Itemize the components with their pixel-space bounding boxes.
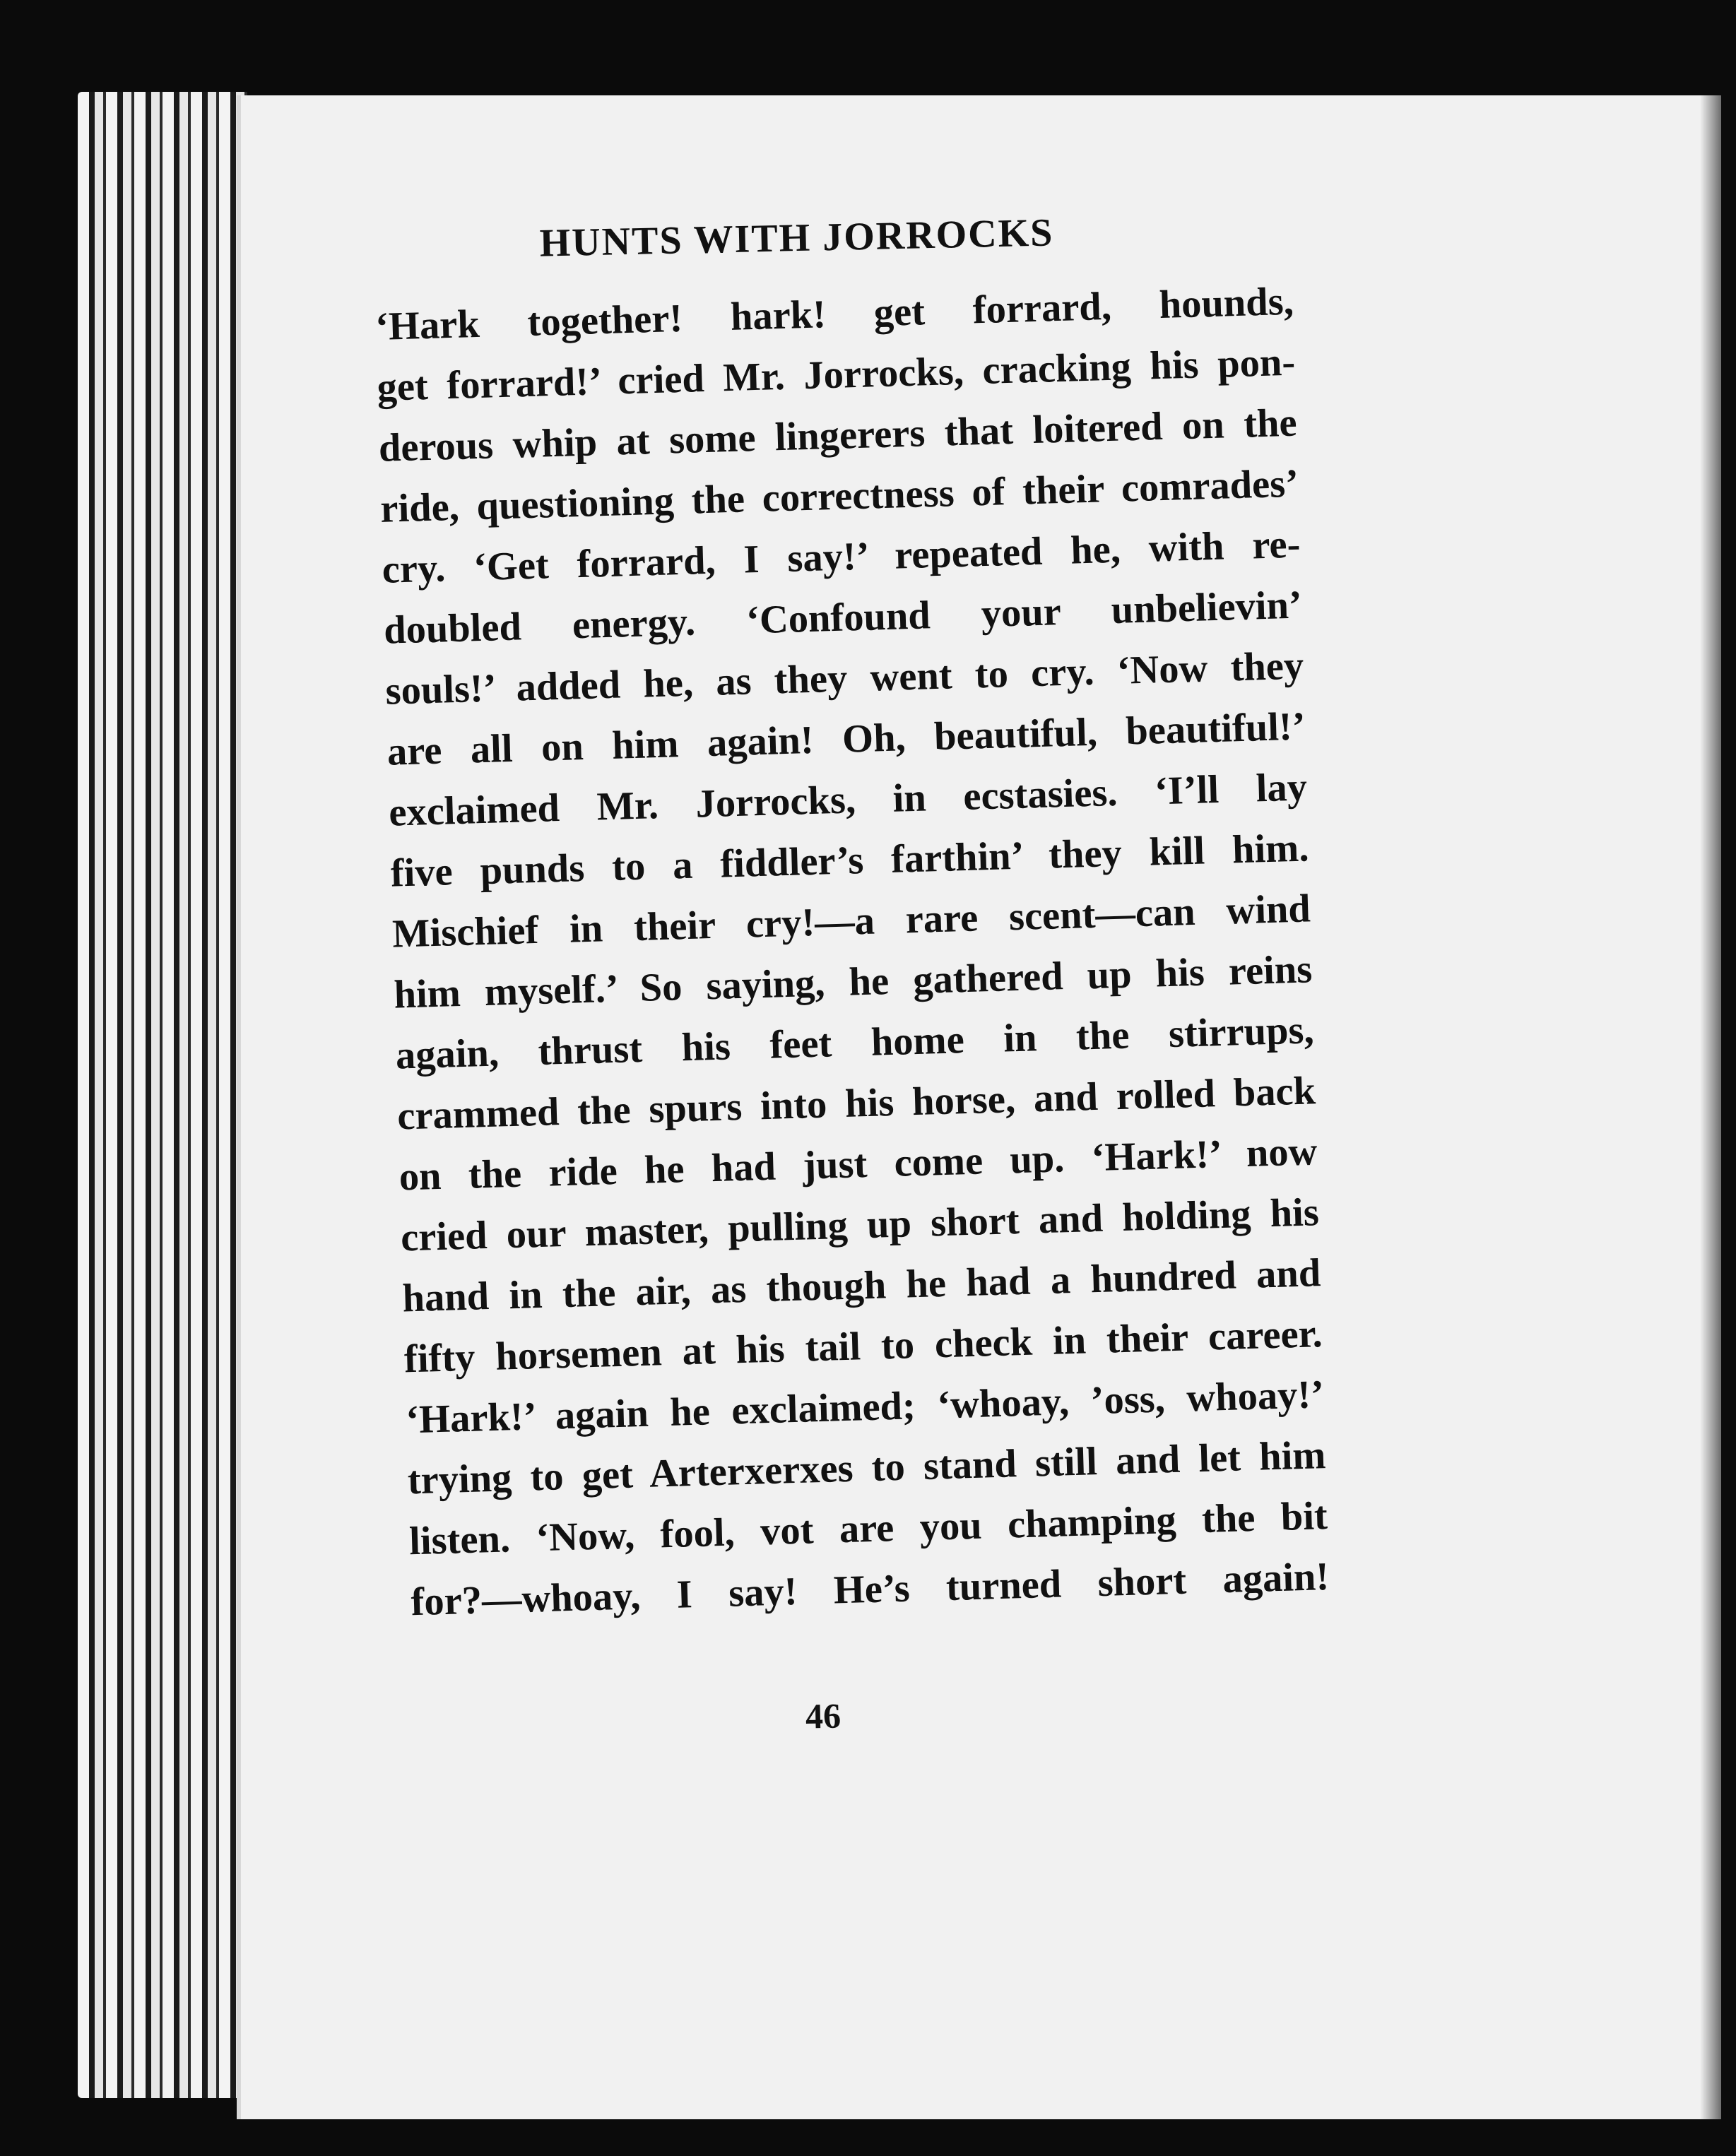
text-line: cried our master, pulling up short and holding his (400, 1190, 1320, 1260)
running-head: HUNTS WITH JORROCKS (539, 211, 1054, 266)
text-line: cry. ‘Get forrard, I say!’ repeated he, with re- (381, 522, 1301, 592)
text-line: ‘Hark!’ again he exclaimed; ‘whoay, ’oss, whoay!’ (405, 1373, 1325, 1443)
text-line: for?—whoay, I say! He’s turned short again! (410, 1554, 1330, 1625)
text-line: Mischief in their cry!—a rare scent—can wind (391, 887, 1311, 956)
text-line: crammed the spurs into his horse, and rolled back (396, 1069, 1316, 1139)
text-line: fifty horsemen at his tail to check in their career. (403, 1312, 1323, 1382)
text-line: doubled energy. ‘Confound your unbelievin’ (383, 583, 1303, 653)
text-line: hand in the air, as though he had a hundred and (401, 1251, 1321, 1321)
book-page-edges (78, 92, 247, 2098)
text-line: trying to get Arterxerxes to stand still and let him (406, 1433, 1327, 1503)
text-line: ride, questioning the correctness of their comrades’ (379, 461, 1299, 531)
text-line: exclaimed Mr. Jorrocks, in ecstasies. ‘I’ll lay (388, 765, 1308, 835)
page-number: 46 (805, 1695, 842, 1736)
text-line: on the ride he had just come up. ‘Hark!’ now (398, 1130, 1318, 1200)
text-line: derous whip at some lingerers that loitered on the (378, 401, 1298, 470)
body-text (374, 271, 1330, 1633)
text-line: him myself.’ So saying, he gathered up his reins (393, 947, 1313, 1017)
text-line: get forrard!’ cried Mr. Jorrocks, cracking his pon- (376, 340, 1296, 410)
text-line: souls!’ added he, as they went to cry. ‘Now they (384, 644, 1304, 713)
page-gutter-shadow (1700, 95, 1721, 2119)
text-line: are all on him again! Oh, beautiful, beautiful!’ (386, 704, 1306, 774)
text-line: listen. ‘Now, fool, vot are you champing the bit (408, 1494, 1328, 1564)
text-line: ‘Hark together! hark! get forrard, hounds, (374, 279, 1294, 349)
text-line: again, thrust his feet home in the stirrups, (395, 1008, 1315, 1078)
text-line: five punds to a fiddler’s farthin’ they kill him. (389, 826, 1310, 896)
